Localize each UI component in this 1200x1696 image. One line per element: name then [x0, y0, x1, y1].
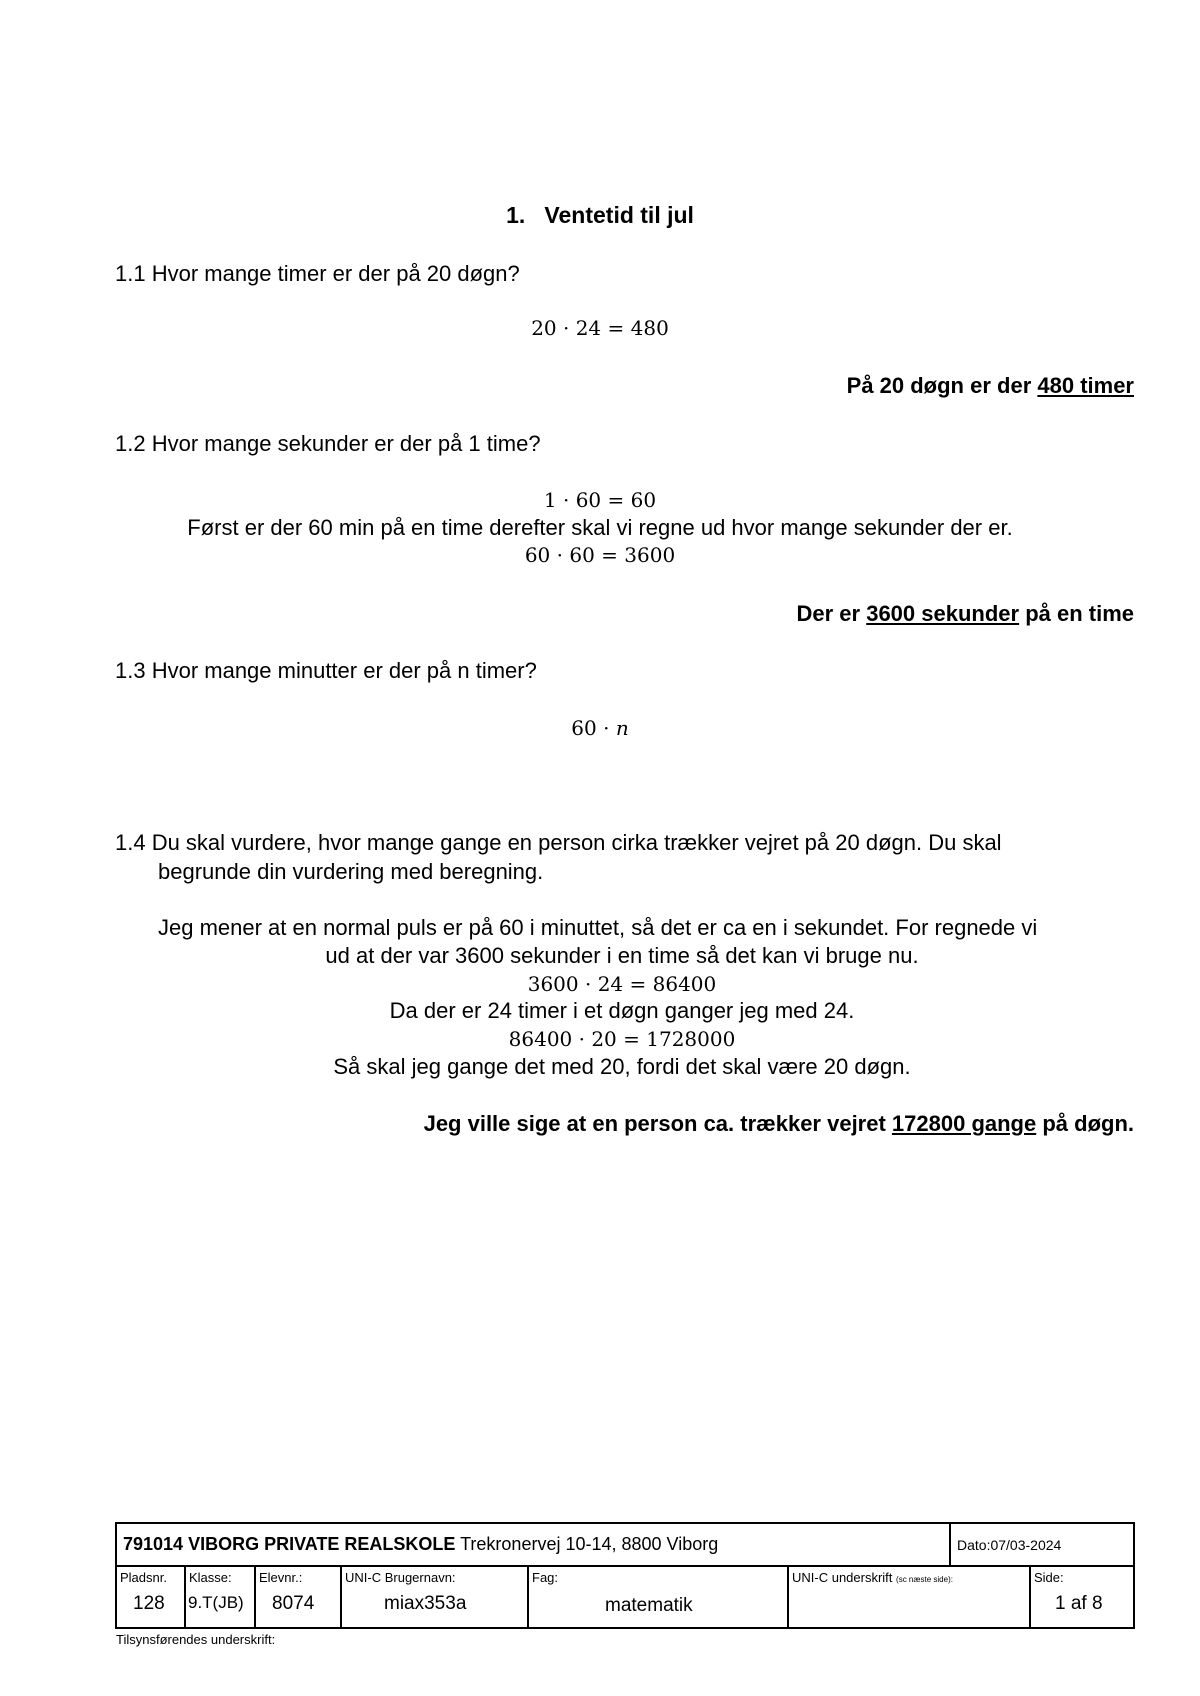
answer-1-1 — [847, 373, 1134, 399]
footer-row-info — [117, 1567, 1133, 1627]
math-variable-n: n — [615, 716, 629, 740]
cell-pladsnr — [117, 1567, 184, 1627]
question-1-4-line1: 1.4 Du skal vurdere, hvor mange gange en person cirka trækker vejret på 20 døgn. Du skal — [115, 830, 1002, 855]
cell-brugernavn — [342, 1567, 527, 1627]
answer-1-4-post: på døgn. — [1036, 1111, 1134, 1136]
side-value: 1 af 8 — [1055, 1593, 1103, 1614]
answer-1-2 — [796, 601, 1134, 627]
school-name: 791014 VIBORG PRIVATE REALSKOLE — [123, 1534, 456, 1554]
calc-1-3 — [0, 716, 1200, 740]
cell-fag — [529, 1567, 787, 1627]
question-1-1: 1.1 Hvor mange timer er der på 20 døgn? — [115, 261, 520, 286]
pladsnr-value: 128 — [133, 1593, 165, 1614]
calc-1-4b: 86400 · 20 = 1728000 — [508, 1027, 736, 1051]
elevnr-label: Elevnr.: — [259, 1570, 303, 1585]
footer-row-school — [117, 1524, 1133, 1567]
side-label: Side: — [1034, 1570, 1064, 1585]
section-heading — [0, 202, 1200, 229]
answer-1-1-value: 480 timer — [1037, 373, 1134, 398]
answer-1-4-value: 172800 gange — [891, 1111, 1037, 1136]
answer-1-1-text: På 20 døgn er der — [846, 373, 1038, 398]
explain-1-2: Først er der 60 min på en time derefter skal vi regne ud hvor mange sekunder der er. — [187, 515, 1013, 540]
explain-1-4b: Så skal jeg gange det med 20, fordi det skal være 20 døgn. — [333, 1054, 911, 1079]
answer-1-2-post: på en time — [1019, 601, 1134, 626]
answer-1-4-pre: Jeg ville sige at en person ca. trækker vejret — [423, 1111, 892, 1136]
elevnr-value: 8074 — [272, 1593, 315, 1614]
question-1-4-line2: begrunde din vurdering med beregning. — [158, 859, 544, 884]
calc-1-2a: 1 · 60 = 60 — [543, 488, 657, 512]
calc-1-4a: 3600 · 24 = 86400 — [527, 972, 717, 996]
underskrift-label-text: UNI-C underskrift — [792, 1570, 893, 1585]
answer-1-4-para-line2: ud at der var 3600 sekunder i en time så det kan vi bruge nu. — [325, 943, 919, 968]
klasse-label: Klasse: — [189, 1570, 232, 1585]
answer-1-2-value: 3600 sekunder — [866, 601, 1020, 626]
answer-1-2-pre: Der er — [796, 601, 867, 626]
pladsnr-label: Pladsnr. — [120, 1570, 167, 1585]
cell-klasse — [186, 1567, 254, 1627]
calc-1-2b: 60 · 60 = 3600 — [524, 543, 676, 567]
brugernavn-label: UNI-C Brugernavn: — [345, 1570, 456, 1585]
explain-1-4a: Da der er 24 timer i et døgn ganger jeg med 24. — [389, 998, 855, 1023]
section-number: 1. — [506, 202, 526, 228]
tilsyn-label: Tilsynsførendes underskrift: — [116, 1632, 276, 1647]
klasse-value: 9.T(JB) — [188, 1593, 244, 1612]
calc-1-3-text: 60 · n — [571, 716, 629, 740]
school-address: Trekronervej 10-14, 8800 Viborg — [455, 1534, 719, 1554]
cell-elevnr — [256, 1567, 340, 1627]
cell-side — [1031, 1567, 1133, 1627]
question-1-3: 1.3 Hvor mange minutter er der på n timer? — [115, 658, 537, 683]
section-title: Ventetid til jul — [544, 202, 694, 228]
calc-1-1: 20 · 24 = 480 — [531, 316, 669, 340]
school-line — [123, 1534, 718, 1555]
question-1-2: 1.2 Hvor mange sekunder er der på 1 time? — [115, 431, 541, 456]
exam-footer-table — [115, 1522, 1135, 1629]
cell-underskrift — [789, 1567, 1029, 1627]
brugernavn-value: miax353a — [384, 1593, 467, 1614]
date: Dato:07/03-2024 — [957, 1537, 1062, 1553]
footer-divider — [949, 1524, 951, 1565]
fag-value: matematik — [605, 1595, 693, 1616]
answer-1-4-para-line1: Jeg mener at en normal puls er på 60 i minuttet, så det er ca en i sekundet. For regnede vi — [158, 915, 1038, 940]
underskrift-label-note: (sc næste side): — [896, 1575, 953, 1584]
underskrift-label — [792, 1570, 953, 1585]
answer-1-4 — [424, 1111, 1134, 1137]
fag-label: Fag: — [532, 1570, 559, 1585]
